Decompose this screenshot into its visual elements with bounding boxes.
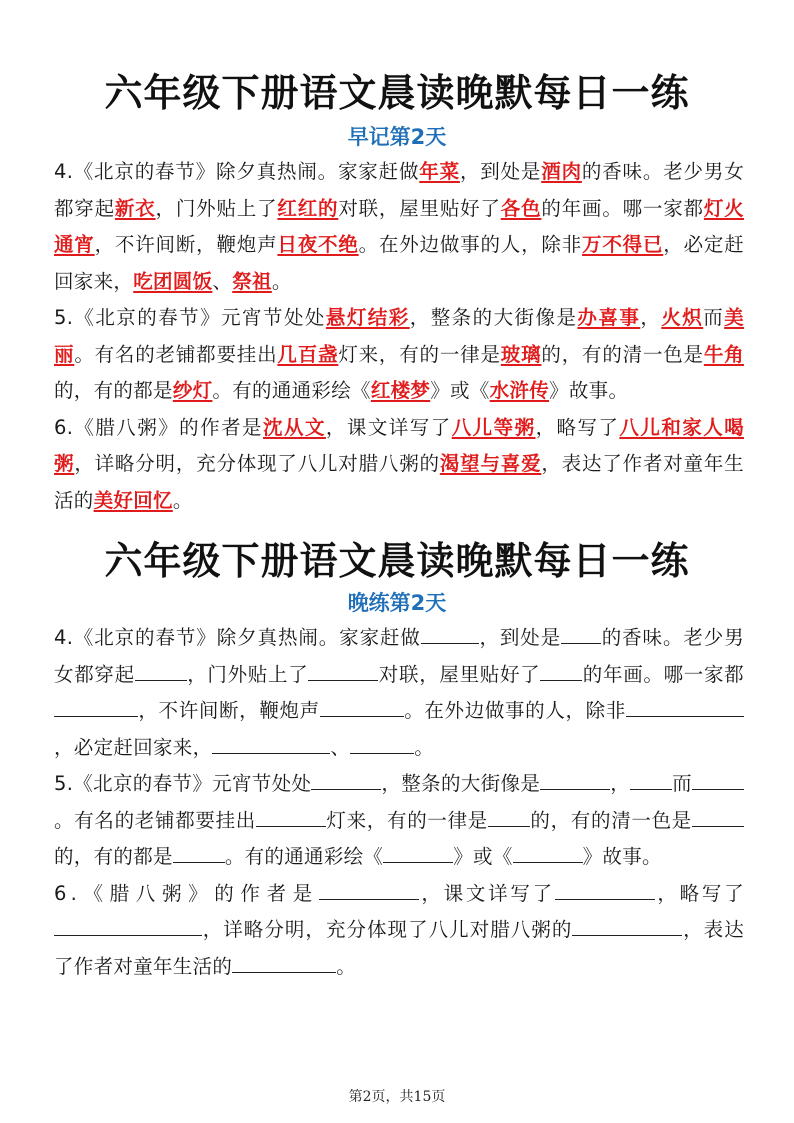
answer-text: 万不得已 xyxy=(582,233,664,256)
answer-text: 悬灯结彩 xyxy=(325,306,410,329)
evening-title: 六年级下册语文晨读晚默每日一练 xyxy=(104,539,690,583)
fill-in-blank[interactable] xyxy=(256,804,326,827)
paragraph-text: 的，有的清一色是 xyxy=(530,808,692,832)
fill-in-blank[interactable] xyxy=(54,694,138,717)
paragraph-text: 的，有的清一色是 xyxy=(541,342,704,366)
fill-in-blank[interactable] xyxy=(540,658,582,681)
evening-subtitle: 晚练第2天 xyxy=(347,591,447,615)
morning-item-5 xyxy=(54,300,744,410)
answer-text: 几百盏 xyxy=(277,342,339,366)
answer-text: 美好回忆 xyxy=(93,488,173,512)
answer-text: 酒肉 xyxy=(541,160,582,183)
fill-in-blank[interactable] xyxy=(630,767,672,790)
fill-in-blank[interactable] xyxy=(212,731,330,754)
paragraph-text: 》故事。 xyxy=(582,845,662,868)
question-stem: 6.《腊八粥》的作者是 xyxy=(54,881,319,905)
paragraph-text: 》或《 xyxy=(430,379,490,402)
answer-text: 灯火通宵 xyxy=(54,196,744,256)
paragraph-text: 》故事。 xyxy=(549,379,629,402)
page-footer: 第2页，共15页 xyxy=(348,1089,446,1105)
paragraph-text: ，必定赶回家来， xyxy=(54,233,744,293)
fill-in-blank[interactable] xyxy=(383,840,453,863)
paragraph-text: 。 xyxy=(271,269,292,293)
answer-text: 八儿等粥 xyxy=(451,415,536,439)
answer-text: 玻璃 xyxy=(500,342,542,366)
paragraph-text: ，门外贴上了 xyxy=(155,196,278,220)
paragraph-text: ，到处是 xyxy=(459,160,542,183)
answer-text: 美丽 xyxy=(54,306,744,366)
answer-text: 日夜不绝 xyxy=(277,233,359,256)
morning-item-4 xyxy=(54,154,744,300)
paragraph-text: 灯来，有的一律是 xyxy=(326,808,488,832)
answer-text: 吃团圆饭 xyxy=(133,269,213,293)
paragraph-text: 6.《腊八粥》的作者是 xyxy=(54,415,264,439)
answer-text: 沈从文 xyxy=(263,415,326,439)
evening-item-4 xyxy=(54,620,744,766)
answer-text: 纱灯 xyxy=(172,379,213,402)
fill-in-blank[interactable] xyxy=(308,658,378,681)
fill-in-blank[interactable] xyxy=(513,840,583,863)
answer-text: 水浒传 xyxy=(489,379,550,402)
answer-text: 祭祖 xyxy=(232,269,272,293)
fill-in-blank[interactable] xyxy=(54,913,202,936)
fill-in-blank[interactable] xyxy=(540,767,610,790)
paragraph-text: 5.《北京的春节》元宵节处处 xyxy=(54,306,326,329)
morning-subtitle: 早记第2天 xyxy=(347,125,447,149)
paragraph-text: 。 xyxy=(414,735,435,759)
answer-text: 火炽 xyxy=(661,306,704,329)
evening-item-6 xyxy=(54,876,744,986)
paragraph-text: 5.《北京的春节》元宵节处处 xyxy=(54,772,312,795)
paragraph-text: 灯来，有的一律是 xyxy=(338,342,501,366)
fill-in-blank[interactable] xyxy=(488,804,530,827)
paragraph-text: ，整条的大街像是 xyxy=(381,772,541,795)
fill-in-blank[interactable] xyxy=(350,731,414,754)
paragraph-text: 、 xyxy=(212,269,233,293)
fill-in-blank[interactable] xyxy=(311,767,381,790)
paragraph-text: ，门外贴上了 xyxy=(186,662,309,686)
paragraph-text: ，课文详写了 xyxy=(418,881,555,905)
paragraph-text: 4.《北京的春节》除夕真热闹。家家赶做 xyxy=(54,160,420,183)
answer-text: 红红的 xyxy=(277,196,339,220)
paragraph-text: 。在外边做事的人，除非 xyxy=(403,699,626,722)
paragraph-text: ，略写了 xyxy=(654,881,744,905)
answer-text: 渴望与喜爱 xyxy=(439,452,542,475)
paragraph-text: 。有的通通彩绘《 xyxy=(224,845,384,868)
paragraph-text: 。有名的老铺都要挂出 xyxy=(74,342,278,366)
fill-in-blank[interactable] xyxy=(692,804,744,827)
answer-text: 红楼梦 xyxy=(370,379,431,402)
paragraph-text: ，略写了 xyxy=(535,415,620,439)
paragraph-text: ， xyxy=(640,306,662,329)
fill-in-blank[interactable] xyxy=(561,621,601,644)
paragraph-text: 而 xyxy=(672,772,692,795)
fill-in-blank[interactable] xyxy=(135,658,187,681)
paragraph-text: ，整条的大街像是 xyxy=(409,306,578,329)
paragraph-text: 的年画。哪一家都 xyxy=(582,662,744,686)
paragraph-text: 、 xyxy=(330,735,351,759)
paragraph-text: 4.《北京的春节》除夕真热闹。家家赶做 xyxy=(54,626,421,649)
paragraph-text: ，详略分明，充分体现了八儿对腊八粥的 xyxy=(74,452,440,475)
paragraph-text: 。有的通通彩绘《 xyxy=(212,379,371,402)
paragraph-text: ，表达了作者对童年生活的 xyxy=(54,918,744,978)
paragraph-text: 的，有的都是 xyxy=(54,379,173,402)
answer-text: 办喜事 xyxy=(577,306,641,329)
paragraph-text: ，必定赶回家来， xyxy=(54,735,213,759)
paragraph-text: ，到处是 xyxy=(478,626,562,649)
answer-text: 新衣 xyxy=(114,196,156,220)
fill-in-blank[interactable] xyxy=(572,913,682,936)
paragraph-text: 。在外边做事的人，除非 xyxy=(358,233,583,256)
paragraph-text: ，表达了作者对童年生活的 xyxy=(54,452,744,512)
paragraph-text: 的，有的都是 xyxy=(54,845,173,868)
fill-in-blank[interactable] xyxy=(692,767,744,790)
paragraph-text: ， xyxy=(610,772,631,795)
fill-in-blank[interactable] xyxy=(555,877,655,900)
evening-item-5 xyxy=(54,766,744,876)
paragraph-text: 而 xyxy=(703,306,725,329)
answer-text: 八儿和家人喝粥 xyxy=(54,415,745,475)
paragraph-text: 对联，屋里贴好了 xyxy=(338,196,501,220)
paragraph-text: 的香味。老少男女都穿起 xyxy=(54,160,744,220)
paragraph-text: ，课文详写了 xyxy=(325,415,452,439)
paragraph-text: ，不许间断，鞭炮声 xyxy=(138,699,320,722)
evening-section xyxy=(54,620,744,985)
fill-in-blank[interactable] xyxy=(173,840,225,863)
paragraph-text: 的香味。老少男女都穿起 xyxy=(54,626,744,686)
paragraph-text: 。 xyxy=(336,954,357,978)
paragraph-text: 。 xyxy=(172,488,193,512)
paragraph-text: 的年画。哪一家都 xyxy=(541,196,704,220)
answer-text: 牛角 xyxy=(703,342,744,366)
paragraph-text: ，不许间断，鞭炮声 xyxy=(94,233,278,256)
morning-title: 六年级下册语文晨读晚默每日一练 xyxy=(104,71,690,115)
fill-in-blank[interactable] xyxy=(626,694,744,717)
morning-section xyxy=(54,154,744,519)
answer-text: 各色 xyxy=(500,196,542,220)
morning-item-6 xyxy=(54,410,744,520)
fill-in-blank[interactable] xyxy=(319,877,419,900)
fill-in-blank[interactable] xyxy=(421,621,479,644)
answer-text: 年菜 xyxy=(419,160,460,183)
paragraph-text: ，详略分明，充分体现了八儿对腊八粥的 xyxy=(202,918,573,941)
paragraph-text: 。有名的老铺都要挂出 xyxy=(54,808,256,832)
fill-in-blank[interactable] xyxy=(320,694,404,717)
paragraph-text: 对联，屋里贴好了 xyxy=(378,662,541,686)
paragraph-text: 》或《 xyxy=(453,845,513,868)
fill-in-blank[interactable] xyxy=(232,950,336,973)
